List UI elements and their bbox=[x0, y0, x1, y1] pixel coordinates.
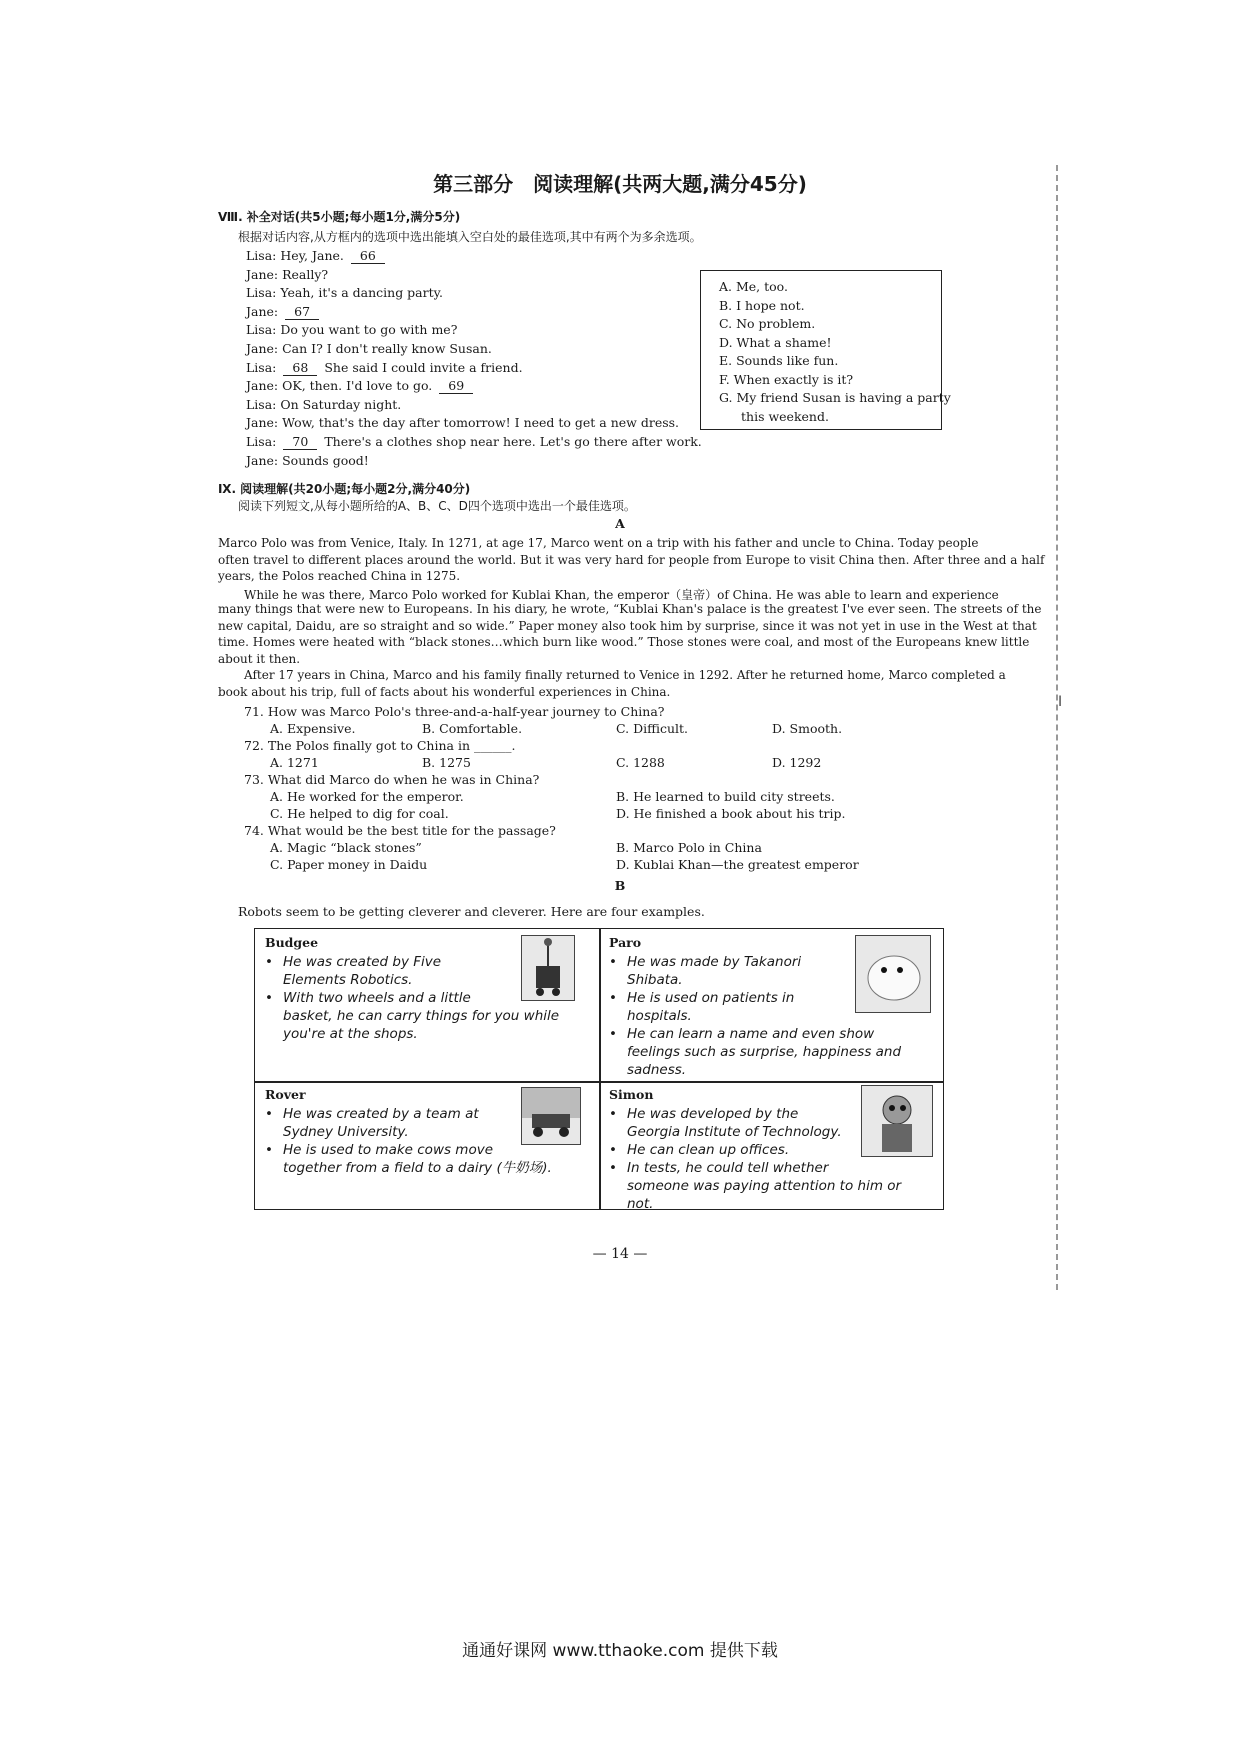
question-stem: 74. What would be the best title for the passage? bbox=[244, 823, 556, 838]
question-option: C. He helped to dig for coal. bbox=[270, 806, 449, 821]
speaker: Lisa: bbox=[246, 322, 281, 338]
answer-blank: 70 bbox=[283, 434, 317, 450]
robot-fact: He can learn a name and even show bbox=[627, 1026, 875, 1042]
robot-fact: not. bbox=[627, 1196, 654, 1212]
page-number: — 14 — bbox=[592, 1246, 648, 1262]
option-item: F. When exactly is it? bbox=[719, 371, 854, 387]
robot-name: Budgee bbox=[265, 935, 319, 950]
passage-line: book about his trip, full of facts about his wonderful experiences in China. bbox=[218, 684, 671, 699]
dialogue-text: Really? bbox=[282, 266, 329, 282]
question-option: D. Kublai Khan—the greatest emperor bbox=[616, 857, 859, 872]
passage-b-label: B bbox=[614, 878, 626, 893]
dialogue-line bbox=[246, 341, 492, 356]
section8-heading: Ⅷ. 补全对话(共5小题;每小题1分,满分5分) bbox=[218, 210, 461, 224]
speaker: Jane: bbox=[246, 341, 283, 356]
option-item: C. No problem. bbox=[719, 316, 816, 331]
robot-fact: basket, he can carry things for you while bbox=[283, 1008, 560, 1024]
passage-line: often travel to different places around the world. But it was very hard for people from Europe to visit China then. After three and a half bbox=[218, 552, 1045, 567]
passage-line: While he was there, Marco Polo worked for Kublai Khan, the emperor（皇帝）of China. He was able to learn and experience bbox=[244, 587, 999, 602]
dialogue-line bbox=[246, 397, 401, 412]
option-item: D. What a shame! bbox=[719, 334, 832, 350]
bullet-icon: • bbox=[609, 954, 617, 970]
section9-heading: Ⅸ. 阅读理解(共20小题;每小题2分,满分40分) bbox=[218, 482, 471, 496]
dialogue-line bbox=[246, 285, 443, 300]
simon-robot-image bbox=[861, 1085, 933, 1157]
bullet-icon: • bbox=[609, 990, 617, 1006]
dialogue-text: Hey, Jane. bbox=[280, 248, 348, 263]
dialogue-text: Do you want to go with me? bbox=[280, 322, 458, 338]
option-item: A. Me, too. bbox=[719, 279, 788, 294]
robot-fact: Georgia Institute of Technology. bbox=[627, 1124, 842, 1140]
robot-fact: He is used to make cows move bbox=[283, 1142, 494, 1158]
speaker: Jane: bbox=[246, 266, 283, 282]
robot-fact: hospitals. bbox=[627, 1008, 692, 1024]
speaker: Jane: bbox=[246, 303, 283, 319]
passage-b-intro: Robots seem to be getting cleverer and cleverer. Here are four examples. bbox=[238, 904, 705, 919]
bullet-icon: • bbox=[609, 1106, 617, 1122]
speaker: Jane: bbox=[246, 378, 283, 394]
bullet-icon: • bbox=[609, 1142, 617, 1158]
bullet-icon: • bbox=[265, 990, 273, 1006]
robot-fact: He is used on patients in bbox=[627, 990, 795, 1006]
passage-line: Marco Polo was from Venice, Italy. In 1271, at age 17, Marco went on a trip with his father and uncle to China. Today people bbox=[218, 536, 979, 550]
speaker: Jane: bbox=[246, 415, 283, 431]
question-option: A. He worked for the emperor. bbox=[270, 789, 464, 804]
robot-name: Simon bbox=[609, 1087, 654, 1102]
question-option: C. Paper money in Daidu bbox=[270, 857, 428, 872]
bullet-icon: • bbox=[609, 1160, 617, 1176]
robot-fact: He was developed by the bbox=[627, 1106, 799, 1122]
speaker: Lisa: bbox=[246, 285, 281, 301]
paro-robot-image bbox=[855, 935, 931, 1013]
robot-fact: In tests, he could tell whether bbox=[627, 1160, 829, 1176]
question-option: A. 1271 bbox=[270, 755, 319, 770]
section9-instruction: 阅读下列短文,从每小题所给的A、B、C、D四个选项中选出一个最佳选项。 bbox=[238, 499, 636, 513]
rover-robot-image bbox=[521, 1087, 581, 1145]
speaker: Jane: bbox=[246, 452, 283, 468]
answer-blank: 68 bbox=[283, 360, 317, 376]
question-option: C. 1288 bbox=[616, 755, 665, 770]
dialogue-text: Yeah, it's a dancing party. bbox=[280, 285, 443, 301]
dialogue-line bbox=[246, 322, 457, 337]
robot-fact: He was created by a team at bbox=[283, 1106, 479, 1122]
robot-fact: With two wheels and a little bbox=[283, 990, 471, 1006]
passage-a-label: A bbox=[615, 516, 625, 531]
passage-line: new capital, Daidu, are so straight and so wide.” Paper money also took him by surprise, since it was not yet in use in the West at that bbox=[218, 618, 1037, 633]
question-option: B. 1275 bbox=[422, 755, 471, 770]
dialogue-line bbox=[246, 267, 328, 282]
question-option: B. Marco Polo in China bbox=[616, 840, 762, 855]
dialogue-text: There's a clothes shop near here. Let's go there after work. bbox=[320, 434, 702, 449]
speaker: Lisa: bbox=[246, 359, 281, 375]
answer-blank: 66 bbox=[351, 248, 385, 264]
question-stem: 71. How was Marco Polo's three-and-a-half-year journey to China? bbox=[244, 704, 665, 719]
dialogue-text: Wow, that's the day after tomorrow! I need to get a new dress. bbox=[282, 415, 680, 431]
dialogue-line bbox=[246, 415, 679, 430]
bullet-icon: • bbox=[265, 954, 273, 970]
robot-fact: Shibata. bbox=[627, 972, 683, 988]
question-option: D. He finished a book about his trip. bbox=[616, 806, 846, 821]
robot-fact: you're at the shops. bbox=[283, 1026, 418, 1042]
passage-line: many things that were new to Europeans. In his diary, he wrote, “Kublai Khan's palace is the greatest I've ever seen. The streets of the bbox=[218, 602, 1042, 616]
robot-name: Rover bbox=[265, 1087, 306, 1102]
robots-table bbox=[254, 928, 944, 1210]
bullet-icon: • bbox=[265, 1106, 273, 1122]
answer-blank: 67 bbox=[285, 304, 319, 320]
question-option: A. Magic “black stones” bbox=[270, 840, 422, 855]
dialogue-line bbox=[246, 453, 369, 468]
question-option: A. Expensive. bbox=[270, 721, 356, 736]
speaker: Lisa: bbox=[246, 396, 281, 412]
question-stem: 73. What did Marco do when he was in China? bbox=[244, 772, 540, 787]
part-title: 第三部分 阅读理解(共两大题,满分45分) bbox=[433, 172, 807, 196]
dialogue-line bbox=[246, 248, 388, 264]
option-item: B. I hope not. bbox=[719, 297, 805, 313]
bullet-icon: • bbox=[609, 1026, 617, 1042]
question-option: D. 1292 bbox=[772, 755, 822, 770]
option-item: this weekend. bbox=[741, 408, 829, 424]
robot-fact: someone was paying attention to him or bbox=[627, 1178, 902, 1194]
passage-line: years, the Polos reached China in 1275. bbox=[218, 569, 461, 583]
robot-fact: He was made by Takanori bbox=[627, 954, 802, 970]
option-item: G. My friend Susan is having a party bbox=[719, 390, 951, 405]
robot-fact: He can clean up offices. bbox=[627, 1142, 790, 1158]
answer-blank: 69 bbox=[439, 378, 473, 394]
speaker: Lisa: bbox=[246, 434, 281, 449]
dialogue-line bbox=[246, 434, 702, 450]
passage-line: about it then. bbox=[218, 651, 301, 666]
speaker: Lisa: bbox=[246, 248, 281, 263]
dialogue-line bbox=[246, 304, 322, 320]
dialogue-text: She said I could invite a friend. bbox=[320, 359, 523, 375]
bullet-icon: • bbox=[265, 1142, 273, 1158]
question-option: B. Comfortable. bbox=[422, 721, 523, 736]
question-option: B. He learned to build city streets. bbox=[616, 789, 835, 804]
dialogue-text: OK, then. I'd love to go. bbox=[282, 378, 437, 394]
robot-fact: Sydney University. bbox=[283, 1124, 409, 1140]
dialogue-text: On Saturday night. bbox=[280, 396, 402, 412]
passage-line: After 17 years in China, Marco and his family finally returned to Venice in 1292. After he returned home, Marco completed a bbox=[244, 668, 1006, 682]
robot-fact: feelings such as surprise, happiness and bbox=[627, 1044, 902, 1060]
robot-fact: He was created by Five bbox=[283, 954, 442, 970]
section8-instruction: 根据对话内容,从方框内的选项中选出能填入空白处的最佳选项,其中有两个为多余选项。 bbox=[238, 230, 702, 244]
dialogue-line bbox=[246, 378, 476, 394]
robot-fact: together from a field to a dairy (牛奶场). bbox=[283, 1160, 552, 1176]
robot-fact: Elements Robotics. bbox=[283, 972, 413, 988]
binding-dashed-line bbox=[1056, 165, 1058, 1290]
option-item: E. Sounds like fun. bbox=[719, 353, 839, 368]
question-stem: 72. The Polos finally got to China in ______. bbox=[244, 738, 516, 753]
budgee-robot-image bbox=[521, 935, 575, 1001]
footer-watermark: 通通好课网 www.tthaoke.com 提供下载 bbox=[462, 1641, 778, 1661]
robot-name: Paro bbox=[609, 935, 642, 950]
question-option: C. Difficult. bbox=[616, 721, 689, 736]
dialogue-text: Can I? I don't really know Susan. bbox=[282, 341, 492, 356]
margin-mark: ǀ bbox=[1058, 694, 1063, 710]
dialogue-line bbox=[246, 360, 523, 376]
options-box bbox=[700, 270, 951, 430]
dialogue-text: Sounds good! bbox=[282, 452, 369, 468]
question-option: D. Smooth. bbox=[772, 721, 843, 736]
passage-line: time. Homes were heated with “black stones…which burn like wood.” Those stones were coal, and most of the Europeans knew little bbox=[218, 635, 1030, 649]
robot-fact: sadness. bbox=[627, 1062, 687, 1078]
